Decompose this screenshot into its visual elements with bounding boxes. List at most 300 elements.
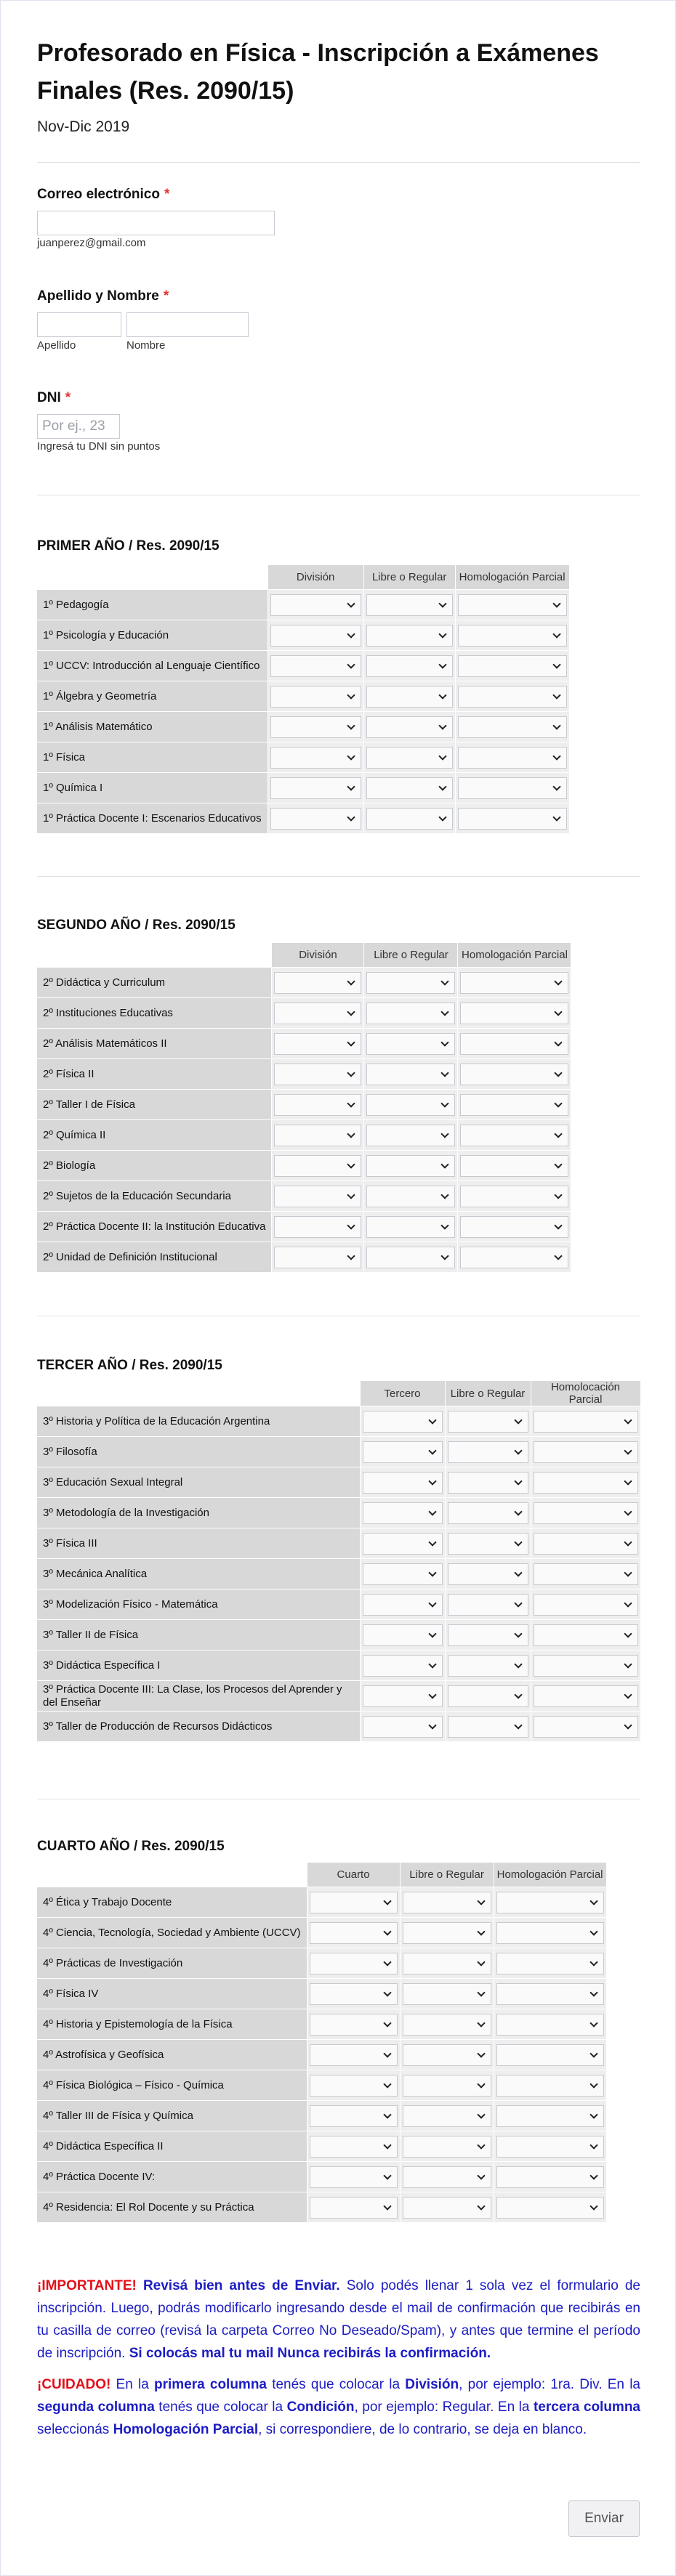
dropdown-wrapper: [403, 2197, 491, 2219]
matrix-row: [37, 998, 571, 1029]
matrix-cell: [445, 1650, 531, 1681]
dropdown-wrapper: [274, 1064, 361, 1085]
matrix-cell: [307, 1979, 400, 2009]
column-header: Homolocación Parcial: [531, 1381, 640, 1406]
matrix-row: [37, 651, 569, 681]
column-header: Tercero: [360, 1381, 445, 1406]
matrix-row: [37, 1059, 571, 1090]
cuarto-ano-dropdown[interactable]: [496, 1922, 604, 1944]
dropdown-wrapper: [310, 2136, 398, 2158]
segundo-ano-dropdown[interactable]: [274, 1186, 361, 1207]
matrix-row: [37, 1212, 571, 1242]
matrix-row: [37, 1181, 571, 1212]
matrix-cell: [400, 1948, 494, 1979]
matrix-cell: [360, 1712, 445, 1742]
divider: [37, 162, 640, 163]
matrix-cell: [400, 1887, 494, 1918]
dropdown-wrapper: [366, 594, 453, 616]
matrix-cell: [445, 1712, 531, 1742]
important-warning: Si colocás mal tu mail Nunca recibirás la confirmación.: [129, 2346, 491, 2361]
dropdown-wrapper: [310, 1983, 398, 2005]
primer-ano-dropdown[interactable]: [366, 655, 453, 677]
dropdown-wrapper: [403, 2166, 491, 2188]
matrix-cell: [458, 968, 571, 998]
matrix-primer-ano: [37, 564, 570, 834]
cuarto-ano-dropdown[interactable]: [310, 2105, 398, 2127]
dropdown-wrapper: [403, 2136, 491, 2158]
email-input[interactable]: [37, 211, 275, 235]
dropdown-wrapper: [403, 2105, 491, 2127]
row-label: 3º Filosofía: [37, 1437, 360, 1467]
cuarto-ano-dropdown[interactable]: [310, 1892, 398, 1913]
matrix-cell: [272, 1151, 364, 1181]
matrix-cell: [363, 590, 455, 620]
required-asterisk: *: [164, 187, 170, 202]
row-label: 3º Física III: [37, 1528, 360, 1559]
matrix-cell: [531, 1528, 640, 1559]
matrix-cell: [458, 1242, 571, 1273]
matrix-cell: [455, 681, 569, 712]
segundo-ano-dropdown[interactable]: [366, 972, 455, 994]
segundo-ano-dropdown[interactable]: [274, 1094, 361, 1116]
tercer-ano-dropdown[interactable]: [534, 1685, 638, 1707]
cuarto-ano-dropdown[interactable]: [310, 1922, 398, 1944]
email-label: [37, 187, 169, 203]
primer-ano-dropdown[interactable]: [366, 716, 453, 738]
segundo-ano-dropdown[interactable]: [460, 1003, 568, 1024]
dropdown-wrapper: [496, 1983, 604, 2005]
dni-input[interactable]: [37, 414, 120, 439]
segundo-ano-dropdown[interactable]: [366, 1003, 455, 1024]
segundo-ano-dropdown[interactable]: [460, 1155, 568, 1177]
tercer-ano-dropdown[interactable]: [534, 1441, 638, 1463]
dropdown-wrapper: [448, 1624, 528, 1646]
segundo-ano-dropdown[interactable]: [460, 1125, 568, 1146]
matrix-cell: [307, 2040, 400, 2070]
primer-ano-dropdown[interactable]: [366, 594, 453, 616]
dropdown-wrapper: [366, 808, 453, 830]
matrix-header-row: [37, 1381, 640, 1406]
matrix-cell: [400, 2101, 494, 2131]
primer-ano-dropdown[interactable]: [458, 625, 567, 647]
matrix-cell: [455, 651, 569, 681]
tercer-ano-dropdown[interactable]: [363, 1502, 443, 1524]
tercer-ano-dropdown[interactable]: [448, 1472, 528, 1494]
matrix-cell: [531, 1467, 640, 1498]
dropdown-wrapper: [448, 1594, 528, 1616]
segundo-ano-dropdown[interactable]: [460, 1247, 568, 1268]
dropdown-wrapper: [363, 1502, 443, 1524]
matrix-cell: [363, 681, 455, 712]
cuarto-ano-dropdown[interactable]: [403, 1953, 491, 1974]
matrix-cell: [455, 742, 569, 773]
dropdown-wrapper: [363, 1594, 443, 1616]
cuarto-ano-dropdown[interactable]: [403, 2136, 491, 2158]
dropdown-wrapper: [310, 1922, 398, 1944]
cuarto-ano-dropdown[interactable]: [496, 2136, 604, 2158]
tercer-ano-dropdown[interactable]: [534, 1533, 638, 1555]
primer-ano-dropdown[interactable]: [458, 808, 567, 830]
required-asterisk: *: [163, 288, 169, 304]
matrix-cell: [364, 1212, 458, 1242]
cuarto-ano-dropdown[interactable]: [403, 1922, 491, 1944]
primer-ano-dropdown[interactable]: [366, 747, 453, 769]
dropdown-wrapper: [310, 1892, 398, 1913]
matrix-cell: [272, 1120, 364, 1151]
tercer-ano-dropdown[interactable]: [448, 1502, 528, 1524]
row-label: 4º Astrofísica y Geofísica: [37, 2040, 307, 2070]
dropdown-wrapper: [363, 1655, 443, 1677]
matrix-cell: [272, 968, 364, 998]
matrix-cell: [364, 1120, 458, 1151]
tercer-ano-dropdown[interactable]: [363, 1533, 443, 1555]
dropdown-wrapper: [534, 1411, 638, 1433]
segundo-ano-dropdown[interactable]: [460, 972, 568, 994]
cuarto-ano-dropdown[interactable]: [496, 2197, 604, 2219]
matrix-cell: [445, 1589, 531, 1620]
dropdown-wrapper: [460, 1033, 568, 1055]
matrix-cell: [445, 1467, 531, 1498]
matrix-cell: [455, 620, 569, 651]
column-header: Homologación Parcial: [455, 565, 569, 590]
matrix-cell: [458, 1029, 571, 1059]
row-label: 2º Unidad de Definición Institucional: [37, 1242, 272, 1273]
dropdown-wrapper: [448, 1502, 528, 1524]
primer-ano-dropdown[interactable]: [458, 777, 567, 799]
tercer-ano-dropdown[interactable]: [448, 1441, 528, 1463]
cuarto-ano-dropdown[interactable]: [496, 1953, 604, 1974]
caution-bold: primera columna: [153, 2377, 267, 2392]
caution-bold: Homologación Parcial: [113, 2422, 259, 2437]
cuarto-ano-dropdown[interactable]: [403, 2105, 491, 2127]
matrix-cell: [400, 2131, 494, 2162]
dropdown-wrapper: [366, 1125, 455, 1146]
tercer-ano-dropdown[interactable]: [363, 1716, 443, 1738]
dropdown-wrapper: [274, 1125, 361, 1146]
tercer-ano-dropdown[interactable]: [363, 1441, 443, 1463]
dropdown-wrapper: [534, 1502, 638, 1524]
matrix-cell: [363, 712, 455, 742]
cuarto-ano-dropdown[interactable]: [403, 2014, 491, 2036]
first-name-input[interactable]: [126, 312, 249, 337]
dropdown-wrapper: [496, 2044, 604, 2066]
segundo-ano-dropdown[interactable]: [366, 1247, 455, 1268]
row-label: 2º Física II: [37, 1059, 272, 1090]
tercer-ano-dropdown[interactable]: [448, 1685, 528, 1707]
tercer-ano-dropdown[interactable]: [534, 1594, 638, 1616]
cuarto-ano-dropdown[interactable]: [403, 2044, 491, 2066]
primer-ano-dropdown[interactable]: [458, 686, 567, 708]
primer-ano-dropdown[interactable]: [458, 747, 567, 769]
tercer-ano-dropdown[interactable]: [363, 1563, 443, 1585]
tercer-ano-dropdown[interactable]: [448, 1533, 528, 1555]
tercer-ano-dropdown[interactable]: [448, 1655, 528, 1677]
matrix-cell: [458, 1059, 571, 1090]
dropdown-wrapper: [310, 1953, 398, 1974]
matrix-cell: [494, 2040, 606, 2070]
segundo-ano-dropdown[interactable]: [274, 972, 361, 994]
primer-ano-dropdown[interactable]: [270, 625, 361, 647]
matrix-cell: [267, 590, 363, 620]
caution-text: En la: [110, 2377, 154, 2392]
matrix-row: [37, 1589, 640, 1620]
column-header: Libre o Regular: [445, 1381, 531, 1406]
matrix-cell: [267, 681, 363, 712]
tercer-ano-dropdown[interactable]: [534, 1411, 638, 1433]
segundo-ano-dropdown[interactable]: [460, 1186, 568, 1207]
matrix-cell: [272, 1181, 364, 1212]
matrix-row: [37, 1650, 640, 1681]
primer-ano-dropdown[interactable]: [270, 777, 361, 799]
segundo-ano-dropdown[interactable]: [274, 1247, 361, 1268]
tercer-ano-dropdown[interactable]: [448, 1716, 528, 1738]
dropdown-wrapper: [310, 2105, 398, 2127]
required-asterisk: *: [65, 390, 71, 405]
cuarto-ano-dropdown[interactable]: [310, 1983, 398, 2005]
segundo-ano-dropdown[interactable]: [366, 1033, 455, 1055]
segundo-ano-dropdown[interactable]: [366, 1216, 455, 1238]
matrix-row: [37, 1120, 571, 1151]
dropdown-wrapper: [403, 2014, 491, 2036]
matrix-cell: [360, 1589, 445, 1620]
segundo-ano-dropdown[interactable]: [274, 1033, 361, 1055]
important-check: Revisá bien antes de Enviar.: [142, 2278, 340, 2293]
tercer-ano-dropdown[interactable]: [534, 1655, 638, 1677]
primer-ano-dropdown[interactable]: [458, 716, 567, 738]
matrix-cell: [531, 1559, 640, 1589]
row-label: 3º Metodología de la Investigación: [37, 1498, 360, 1528]
important-heading: ¡IMPORTANTE!: [37, 2278, 137, 2293]
segundo-ano-dropdown[interactable]: [366, 1125, 455, 1146]
tercer-ano-dropdown[interactable]: [534, 1502, 638, 1524]
segundo-ano-dropdown[interactable]: [274, 1003, 361, 1024]
column-header: División: [267, 565, 363, 590]
dropdown-wrapper: [274, 1003, 361, 1024]
tercer-ano-dropdown[interactable]: [363, 1624, 443, 1646]
primer-ano-dropdown[interactable]: [270, 655, 361, 677]
dropdown-wrapper: [363, 1624, 443, 1646]
dropdown-wrapper: [534, 1655, 638, 1677]
dropdown-wrapper: [366, 686, 453, 708]
tercer-ano-dropdown[interactable]: [363, 1685, 443, 1707]
email-sublabel: juanperez@gmail.com: [37, 237, 146, 249]
cuarto-ano-dropdown[interactable]: [310, 1953, 398, 1974]
dropdown-wrapper: [270, 808, 361, 830]
dropdown-wrapper: [270, 777, 361, 799]
tercer-ano-dropdown[interactable]: [534, 1472, 638, 1494]
row-label: 4º Ciencia, Tecnología, Sociedad y Ambiente (UCCV): [37, 1918, 307, 1948]
segundo-ano-dropdown[interactable]: [366, 1064, 455, 1085]
matrix-cell: [307, 2192, 400, 2223]
matrix-header-row: [37, 1863, 606, 1887]
matrix-cell: [272, 998, 364, 1029]
row-label: 1º Química I: [37, 773, 267, 803]
dropdown-wrapper: [403, 1983, 491, 2005]
dropdown-wrapper: [274, 1247, 361, 1268]
name-label: [37, 288, 169, 304]
cuarto-ano-dropdown[interactable]: [403, 2197, 491, 2219]
dropdown-wrapper: [403, 2044, 491, 2066]
matrix-cell: [363, 803, 455, 834]
matrix-cell: [531, 1681, 640, 1712]
matrix-cell: [307, 2131, 400, 2162]
segundo-ano-dropdown[interactable]: [460, 1033, 568, 1055]
segundo-ano-dropdown[interactable]: [274, 1155, 361, 1177]
dropdown-wrapper: [366, 1064, 455, 1085]
dropdown-wrapper: [458, 777, 567, 799]
matrix-cell: [455, 773, 569, 803]
tercer-ano-dropdown[interactable]: [448, 1594, 528, 1616]
dropdown-wrapper: [448, 1716, 528, 1738]
cuarto-ano-dropdown[interactable]: [310, 2075, 398, 2097]
submit-button[interactable]: Enviar: [568, 2500, 640, 2537]
matrix-row: [37, 773, 569, 803]
cuarto-ano-dropdown[interactable]: [496, 2044, 604, 2066]
tercer-ano-dropdown[interactable]: [534, 1563, 638, 1585]
segundo-ano-dropdown[interactable]: [274, 1216, 361, 1238]
tercer-ano-dropdown[interactable]: [448, 1563, 528, 1585]
matrix-row: [37, 1029, 571, 1059]
matrix-row: [37, 968, 571, 998]
segundo-ano-dropdown[interactable]: [460, 1064, 568, 1085]
primer-ano-dropdown[interactable]: [366, 808, 453, 830]
dropdown-wrapper: [534, 1441, 638, 1463]
cuarto-ano-dropdown[interactable]: [310, 2136, 398, 2158]
segundo-ano-dropdown[interactable]: [460, 1216, 568, 1238]
caution-bold: tercera columna: [533, 2399, 640, 2415]
cuarto-ano-dropdown[interactable]: [496, 1892, 604, 1913]
row-label: 3º Historia y Política de la Educación Argentina: [37, 1406, 360, 1437]
dropdown-wrapper: [460, 972, 568, 994]
matrix-corner: [37, 565, 267, 590]
matrix-cell: [267, 651, 363, 681]
dropdown-wrapper: [448, 1472, 528, 1494]
column-header: Libre o Regular: [363, 565, 455, 590]
dropdown-wrapper: [448, 1655, 528, 1677]
primer-ano-dropdown[interactable]: [458, 655, 567, 677]
tercer-ano-dropdown[interactable]: [534, 1716, 638, 1738]
matrix-cell: [494, 2009, 606, 2040]
dropdown-wrapper: [458, 808, 567, 830]
dropdown-wrapper: [366, 655, 453, 677]
matrix-row: [37, 1681, 640, 1712]
row-label: 3º Didáctica Específica I: [37, 1650, 360, 1681]
matrix-row: [37, 590, 569, 620]
cuarto-ano-dropdown[interactable]: [496, 2105, 604, 2127]
primer-ano-dropdown[interactable]: [366, 625, 453, 647]
matrix-cell: [267, 620, 363, 651]
row-label: 4º Residencia: El Rol Docente y su Práctica: [37, 2192, 307, 2223]
segundo-ano-dropdown[interactable]: [460, 1094, 568, 1116]
matrix-cell: [458, 998, 571, 1029]
tercer-ano-dropdown[interactable]: [363, 1411, 443, 1433]
matrix-cell: [307, 1887, 400, 1918]
dropdown-wrapper: [496, 1892, 604, 1913]
cuarto-ano-dropdown[interactable]: [403, 1983, 491, 2005]
dropdown-wrapper: [310, 2197, 398, 2219]
primer-ano-dropdown[interactable]: [366, 686, 453, 708]
matrix-cell: [363, 742, 455, 773]
section-title-primer-ano: PRIMER AÑO / Res. 2090/15: [37, 538, 220, 554]
tercer-ano-dropdown[interactable]: [448, 1411, 528, 1433]
segundo-ano-dropdown[interactable]: [366, 1186, 455, 1207]
segundo-ano-dropdown[interactable]: [274, 1064, 361, 1085]
dropdown-wrapper: [310, 2014, 398, 2036]
tercer-ano-dropdown[interactable]: [448, 1624, 528, 1646]
cuarto-ano-dropdown[interactable]: [310, 2044, 398, 2066]
tercer-ano-dropdown[interactable]: [363, 1594, 443, 1616]
cuarto-ano-dropdown[interactable]: [496, 2075, 604, 2097]
matrix-cell: [364, 1090, 458, 1120]
matrix-row: [37, 620, 569, 651]
dropdown-wrapper: [496, 2197, 604, 2219]
primer-ano-dropdown[interactable]: [270, 747, 361, 769]
matrix-cell: [531, 1712, 640, 1742]
dropdown-wrapper: [270, 747, 361, 769]
tercer-ano-dropdown[interactable]: [363, 1655, 443, 1677]
primer-ano-dropdown[interactable]: [270, 716, 361, 738]
dropdown-wrapper: [448, 1563, 528, 1585]
primer-ano-dropdown[interactable]: [270, 808, 361, 830]
segundo-ano-dropdown[interactable]: [366, 1094, 455, 1116]
row-label: 3º Educación Sexual Integral: [37, 1467, 360, 1498]
matrix-row: [37, 2009, 606, 2040]
row-label: 4º Ética y Trabajo Docente: [37, 1887, 307, 1918]
tercer-ano-dropdown[interactable]: [534, 1624, 638, 1646]
tercer-ano-dropdown[interactable]: [363, 1472, 443, 1494]
cuarto-ano-dropdown[interactable]: [403, 2166, 491, 2188]
cuarto-ano-dropdown[interactable]: [310, 2197, 398, 2219]
row-label: 2º Taller I de Física: [37, 1090, 272, 1120]
last-name-input[interactable]: [37, 312, 121, 337]
primer-ano-dropdown[interactable]: [270, 594, 361, 616]
cuarto-ano-dropdown[interactable]: [403, 1892, 491, 1913]
cuarto-ano-dropdown[interactable]: [496, 1983, 604, 2005]
cuarto-ano-dropdown[interactable]: [310, 2014, 398, 2036]
column-header: División: [272, 943, 364, 968]
row-label: 1º Física: [37, 742, 267, 773]
row-label: 1º Psicología y Educación: [37, 620, 267, 651]
cuarto-ano-dropdown[interactable]: [310, 2166, 398, 2188]
cuarto-ano-dropdown[interactable]: [496, 2166, 604, 2188]
cuarto-ano-dropdown[interactable]: [496, 2014, 604, 2036]
primer-ano-dropdown[interactable]: [270, 686, 361, 708]
important-notice: [37, 2275, 640, 2365]
row-label: 4º Práctica Docente IV:: [37, 2162, 307, 2192]
name-label-text: Apellido y Nombre: [37, 288, 159, 304]
matrix-row: [37, 681, 569, 712]
matrix-cell: [455, 803, 569, 834]
matrix-cell: [267, 803, 363, 834]
segundo-ano-dropdown[interactable]: [366, 1155, 455, 1177]
primer-ano-dropdown[interactable]: [366, 777, 453, 799]
matrix-cell: [272, 1212, 364, 1242]
cuarto-ano-dropdown[interactable]: [403, 2075, 491, 2097]
row-label: 1º Práctica Docente I: Escenarios Educativos: [37, 803, 267, 834]
column-header: Cuarto: [307, 1863, 400, 1887]
matrix-cell: [307, 1918, 400, 1948]
matrix-cell: [455, 590, 569, 620]
segundo-ano-dropdown[interactable]: [274, 1125, 361, 1146]
dropdown-wrapper: [496, 2075, 604, 2097]
primer-ano-dropdown[interactable]: [458, 594, 567, 616]
matrix-row: [37, 1406, 640, 1437]
matrix-row: [37, 742, 569, 773]
dni-label: [37, 390, 71, 406]
matrix-cell: [400, 1918, 494, 1948]
dropdown-wrapper: [448, 1441, 528, 1463]
matrix-row: [37, 1437, 640, 1467]
